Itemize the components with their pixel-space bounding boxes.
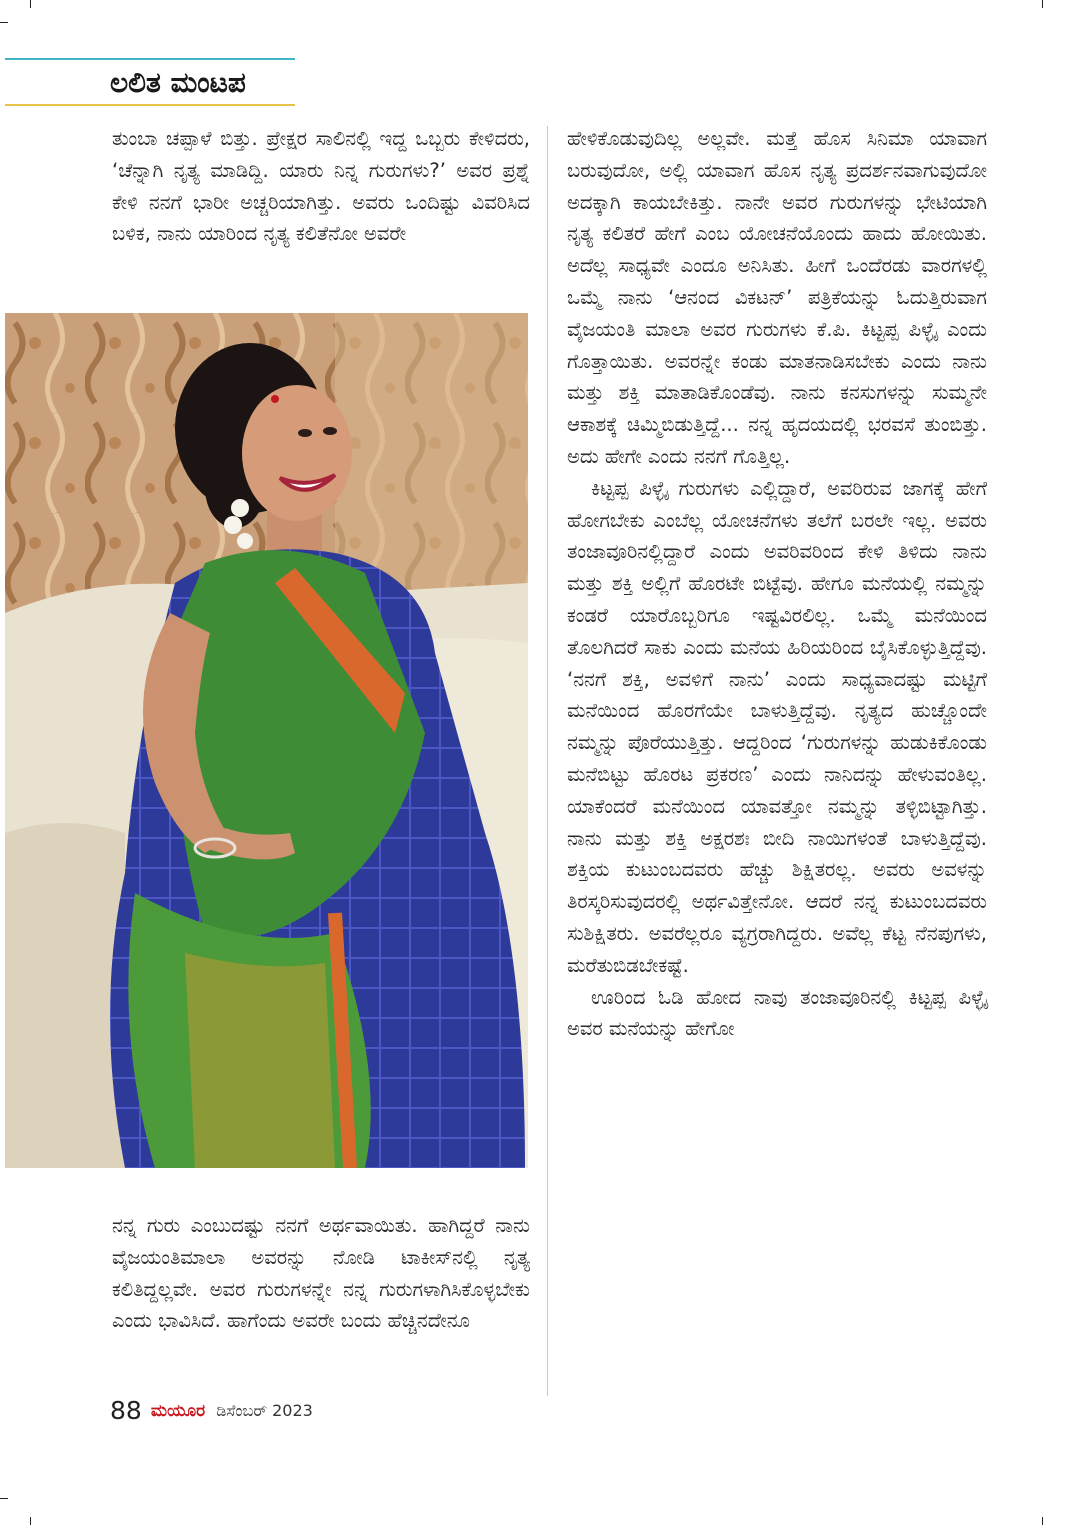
header-rule-top (5, 58, 295, 60)
column-2-text (567, 123, 987, 1045)
issue-date: ಡಿಸೆಂಬರ್ 2023 (216, 1400, 313, 1420)
column-1-bottom-text (112, 1210, 530, 1337)
paragraph: ಊರಿಂದ ಓಡಿ ಹೋದ ನಾವು ತಂಜಾವೂರಿನಲ್ಲಿ ಕಿಟ್ಟಪ್ಪ ಪಿಳ್ಳೈ ಅವರ ಮನೆಯನ್ನು ಹೇಗೋ (567, 985, 987, 1041)
page-footer (110, 1396, 313, 1430)
paragraph: ಹೇಳಿಕೊಡುವುದಿಲ್ಲ ಅಲ್ಲವೇ. ಮತ್ತೆ ಹೊಸ ಸಿನಿಮಾ ಯಾವಾಗ ಬರುವುದೋ, ಅಲ್ಲಿ ಯಾವಾಗ ಹೊಸ ನೃತ್ಯ ಪ್ರದರ್ಶನವಾಗುವುದೋ ಅದಕ್ಕಾಗಿ ಕಾಯಬೇಕಿತ್ತು. ನಾನೇ ಅವರ ಗುರುಗಳನ್ನು ಭೇಟಿಯಾಗಿ ನೃತ್ಯ ಕಲಿತರೆ ಹೇಗೆ ಎಂಬ ಯೋಚನೆಯೊಂದು ಹಾದು ಹೋಯಿತು. ಅದೆಲ್ಲ ಸಾಧ್ಯವೇ ಎಂದೂ ಅನಿಸಿತು. ಹೀಗೆ ಒಂದೆರಡು ವಾರಗಳಲ್ಲಿ ಒಮ್ಮೆ ನಾನು ‘ಆನಂದ ವಿಕಟನ್’ ಪತ್ರಿಕೆಯನ್ನು ಓದುತ್ತಿರುವಾಗ ವೈಜಯಂತಿ ಮಾಲಾ ಅವರ ಗುರುಗಳು ಕೆ.ಪಿ. ಕಿಟ್ಟಪ್ಪ ಪಿಳ್ಳೈ ಎಂದು ಗೊತ್ತಾಯಿತು. ಅವರನ್ನೇ ಕಂಡು ಮಾತನಾಡಿಸಬೇಕು ಎಂದು ನಾನು ಮತ್ತು ಶಕ್ತಿ ಮಾತಾಡಿಕೊಂಡೆವು. ನಾನು ಕನಸುಗಳನ್ನು ಸುಮ್ಮನೇ ಆಕಾಶಕ್ಕೆ ಚಿಮ್ಮಿಬಿಡುತ್ತಿದ್ದೆ... ನನ್ನ ಹೃದಯದಲ್ಲಿ ಭರವಸೆ ತುಂಬಿತ್ತು. ಅದು ಹೇಗೇ ಎಂದು ನನಗೆ ಗೊತ್ತಿಲ್ಲ. (567, 127, 987, 468)
column-divider (547, 126, 548, 1396)
portrait-photo-icon (5, 313, 528, 1168)
paragraph: ನನ್ನ ಗುರು ಎಂಬುದಷ್ಟು ನನಗೆ ಅರ್ಥವಾಯಿತು. ಹಾಗಿದ್ದರೆ ನಾನು ವೈಜಯಂತಿಮಾಲಾ ಅವರನ್ನು ನೋಡಿ ಟಾಕೀಸ್‌ನಲ್ಲಿ ನೃತ್ಯ ಕಲಿತಿದ್ದಲ್ಲವೇ. ಅವರ ಗುರುಗಳನ್ನೇ ನನ್ನ ಗುರುಗಳಾಗಿಸಿಕೊಳ್ಳಬೇಕು ಎಂದು ಭಾವಿಸಿದೆ. ಹಾಗೆಂದು ಅವರೇ ಬಂದು ಹೆಚ್ಚಿನದೇನೂ (112, 1214, 530, 1333)
crop-mark (30, 1517, 31, 1525)
page-number: 88 (110, 1396, 142, 1425)
crop-mark (30, 0, 31, 8)
section-header (5, 58, 295, 108)
paragraph: ತುಂಬಾ ಚಪ್ಪಾಳೆ ಬಿತ್ತು. ಪ್ರೇಕ್ಷರ ಸಾಲಿನಲ್ಲಿ ಇದ್ದ ಒಬ್ಬರು ಕೇಳಿದರು, ‘ಚೆನ್ನಾಗಿ ನೃತ್ಯ ಮಾಡಿದ್ದಿ. ಯಾರು ನಿನ್ನ ಗುರುಗಳು?’ ಅವರ ಪ್ರಶ್ನೆ ಕೇಳಿ ನನಗೆ ಭಾರೀ ಅಚ್ಚರಿಯಾಗಿತ್ತು. ಅವರು ಒಂದಿಷ್ಟು ವಿವರಿಸಿದ ಬಳಿಕ, ನಾನು ಯಾರಿಂದ ನೃತ್ಯ ಕಲಿತೆನೋ ಅವರೇ (112, 127, 530, 246)
section-title: ಲಲಿತ ಮಂಟಪ (110, 66, 246, 99)
header-rule-bottom (5, 104, 295, 106)
column-1-top-text (112, 123, 530, 250)
crop-mark (0, 22, 8, 23)
crop-mark (0, 1498, 8, 1499)
portrait-photo (5, 313, 528, 1168)
crop-mark (1042, 1517, 1043, 1525)
magazine-logo: ಮಯೂರ (150, 1400, 206, 1421)
paragraph: ಕಿಟ್ಟಪ್ಪ ಪಿಳ್ಳೈ ಗುರುಗಳು ಎಲ್ಲಿದ್ದಾರೆ, ಅವರಿರುವ ಜಾಗಕ್ಕೆ ಹೇಗೆ ಹೋಗಬೇಕು ಎಂಬೆಲ್ಲ ಯೋಚನೆಗಳು ತಲೆಗೆ ಬರಲೇ ಇಲ್ಲ. ಅವರು ತಂಜಾವೂರಿನಲ್ಲಿದ್ದಾರೆ ಎಂದು ಅವರಿವರಿಂದ ಕೇಳಿ ತಿಳಿದು ನಾನು ಮತ್ತು ಶಕ್ತಿ ಅಲ್ಲಿಗೆ ಹೊರಟೇ ಬಿಟ್ಟೆವು. ಹೇಗೂ ಮನೆಯಲ್ಲಿ ನಮ್ಮನ್ನು ಕಂಡರೆ ಯಾರೊಬ್ಬರಿಗೂ ಇಷ್ಟವಿರಲಿಲ್ಲ. ಒಮ್ಮೆ ಮನೆಯಿಂದ ತೊಲಗಿದರೆ ಸಾಕು ಎಂದು ಮನೆಯ ಹಿರಿಯರಿಂದ ಬೈಸಿಕೊಳ್ಳುತ್ತಿದ್ದೆವು. ‘ನನಗೆ ಶಕ್ತಿ, ಅವಳಿಗೆ ನಾನು’ ಎಂದು ಸಾಧ್ಯವಾದಷ್ಟು ಮಟ್ಟಿಗೆ ಮನೆಯಿಂದ ಹೊರಗೆಯೇ ಬಾಳುತ್ತಿದ್ದೆವು. ನೃತ್ಯದ ಹುಚ್ಚೊಂದೇ ನಮ್ಮನ್ನು ಪೊರೆಯುತ್ತಿತ್ತು. ಆದ್ದರಿಂದ ‘ಗುರುಗಳನ್ನು ಹುಡುಕಿಕೊಂಡು ಮನೆಬಿಟ್ಟು ಹೊರಟ ಪ್ರಕರಣ’ ಎಂದು ನಾನಿದನ್ನು ಹೇಳುವಂತಿಲ್ಲ. ಯಾಕೆಂದರೆ ಮನೆಯಿಂದ ಯಾವತ್ತೋ ನಮ್ಮನ್ನು ತಳ್ಳಿಬಿಟ್ಟಾಗಿತ್ತು. ನಾನು ಮತ್ತು ಶಕ್ತಿ ಅಕ್ಷರಶಃ ಬೀದಿ ನಾಯಿಗಳಂತೆ ಬಾಳುತ್ತಿದ್ದೆವು. ಶಕ್ತಿಯ ಕುಟುಂಬದವರು ಹೆಚ್ಚು ಶಿಕ್ಷಿತರಲ್ಲ. ಅವರು ಅವಳನ್ನು ತಿರಸ್ಕರಿಸುವುದರಲ್ಲಿ ಅರ್ಥವಿತ್ತೇನೋ. ಆದರೆ ನನ್ನ ಕುಟುಂಬದವರು ಸುಶಿಕ್ಷಿತರು. ಅವರೆಲ್ಲರೂ ವ್ಯಗ್ರರಾಗಿದ್ದರು. ಅವೆಲ್ಲ ಕೆಟ್ಟ ನೆನಪುಗಳು, ಮರೆತುಬಿಡಬೇಕಷ್ಟೆ. (567, 476, 987, 977)
crop-mark (1042, 0, 1043, 8)
